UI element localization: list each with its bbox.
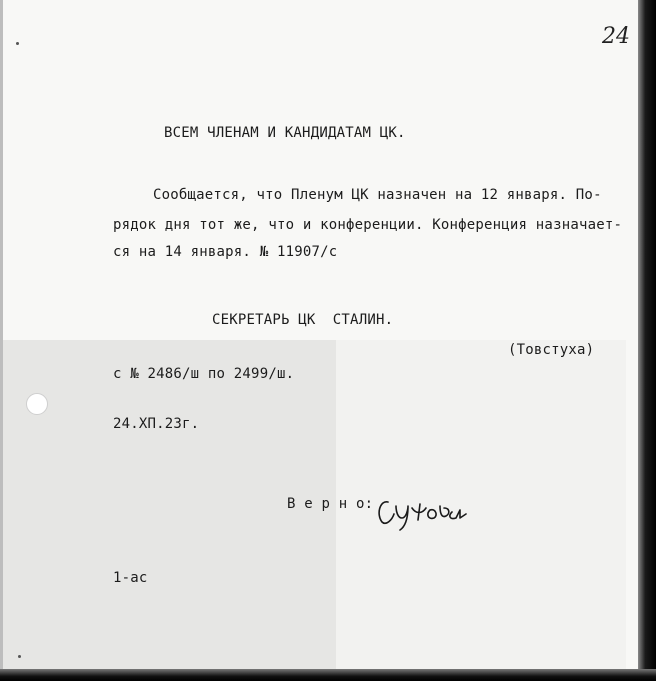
scan-speck [16, 42, 19, 45]
range-note: с № 2486/ш по 2499/ш. [113, 366, 295, 382]
copy-note: 1-ас [113, 570, 148, 586]
punch-hole [26, 393, 48, 415]
secretary-signature-line: СЕКРЕТАРЬ ЦК СТАЛИН. [212, 312, 394, 328]
body-line: Сообщается, что Пленум ЦК назначен на 12 января. По- [153, 187, 602, 203]
certified-label: В е р н о: [287, 496, 374, 512]
signer-name: (Товстуха) [508, 342, 595, 358]
scan-edge-bottom [0, 669, 656, 681]
handwritten-signature [374, 492, 470, 532]
paper-stain [0, 340, 336, 670]
scan-speck [18, 655, 21, 658]
body-line: рядок дня тот же, что и конференции. Конференция назначает- [113, 217, 623, 233]
page-number: 24 [602, 24, 630, 49]
document-heading: ВСЕМ ЧЛЕНАМ И КАНДИДАТАМ ЦК. [164, 125, 406, 141]
document-date: 24.ХП.23г. [113, 416, 200, 432]
scan-edge-left [0, 0, 3, 681]
body-line: ся на 14 января. № 11907/с [113, 244, 338, 260]
scan-edge-right [638, 0, 656, 681]
